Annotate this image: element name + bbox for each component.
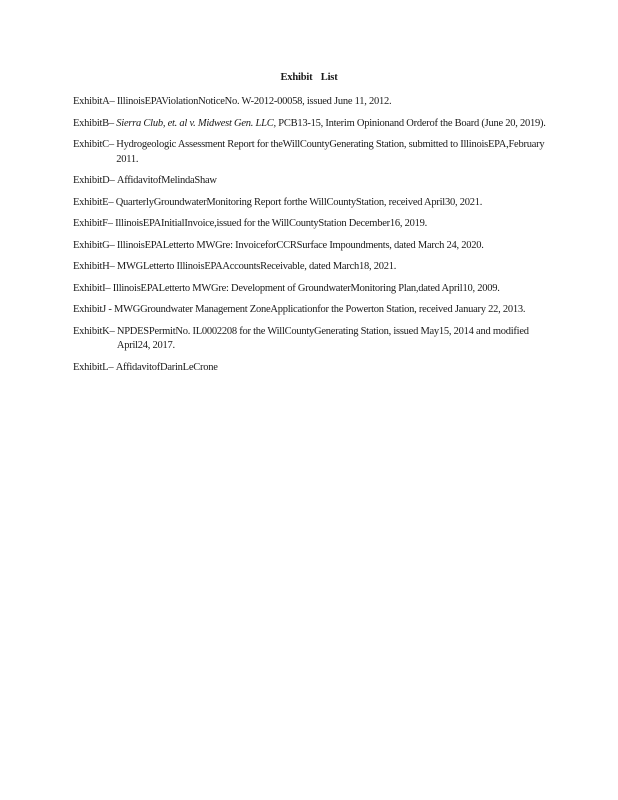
exhibit-text: AffidavitofMelindaShaw xyxy=(116,175,217,186)
exhibit-label: ExhibitG xyxy=(73,239,110,251)
exhibit-separator: – xyxy=(108,196,116,208)
exhibit-text: NPDESPermitNo. IL0002208 for the WillCountyGenerating Station, issued May15, 2014 and modified April24, 2017. xyxy=(116,325,529,351)
exhibit-text: QuarterlyGroundwaterMonitoring Report forthe WillCountyStation, received April30, 2021. xyxy=(115,196,483,208)
exhibit-item xyxy=(73,138,563,167)
exhibit-description xyxy=(116,138,563,167)
exhibit-separator: – xyxy=(108,117,117,129)
exhibit-separator: – xyxy=(109,175,117,186)
exhibit-separator: – xyxy=(108,361,116,373)
exhibit-label: ExhibitB xyxy=(73,117,109,129)
exhibit-item xyxy=(73,117,563,132)
exhibit-text: IllinoisEPAInitialInvoice,issued for the WillCountyStation December16, 2019. xyxy=(115,218,428,229)
exhibit-text: IllinoisEPAViolationNoticeNo. W-2012-00058, issued June 11, 2012. xyxy=(116,96,392,107)
exhibit-label: ExhibitH xyxy=(73,261,110,272)
exhibit-label: ExhibitK xyxy=(73,325,110,337)
exhibit-item xyxy=(73,217,563,232)
exhibit-label: ExhibitI xyxy=(73,282,106,294)
exhibit-item xyxy=(73,325,563,354)
exhibit-text: MWGLetterto IllinoisEPAAccountsReceivable, dated March18, 2021. xyxy=(116,261,397,272)
exhibit-description xyxy=(116,117,563,132)
exhibit-label: ExhibitJ xyxy=(73,304,107,315)
exhibit-separator: – xyxy=(109,261,117,272)
exhibit-description xyxy=(117,95,563,110)
exhibit-item xyxy=(73,196,563,211)
exhibit-description xyxy=(117,174,563,189)
exhibit-text: AffidavitofDarinLeCrone xyxy=(115,361,218,373)
exhibit-separator: – xyxy=(109,325,117,337)
exhibit-item xyxy=(73,239,563,254)
exhibit-separator: – xyxy=(109,239,117,251)
exhibit-text: PCB13-15, Interim Opinionand Orderof the Board (June 20, 2019). xyxy=(275,117,546,129)
exhibit-label: ExhibitC xyxy=(73,139,109,150)
exhibit-text: MWGGroundwater Management ZoneApplicationfor the Powerton Station, received January 22, 2013. xyxy=(114,304,526,315)
exhibit-text: Hydrogeologic Assessment Report for theWillCountyGenerating Station, submitted to IllinoisEPA,February 2011. xyxy=(116,139,545,165)
exhibit-description xyxy=(114,303,563,318)
exhibit-item xyxy=(73,260,563,275)
exhibit-item xyxy=(73,282,563,297)
exhibit-text: IllinoisEPALetterto MWGre: InvoiceforCCRSurface Impoundments, dated March 24, 2020. xyxy=(116,239,484,251)
exhibit-description xyxy=(115,217,563,232)
page-title: Exhibit List xyxy=(280,72,338,83)
exhibit-separator: – xyxy=(108,139,117,150)
exhibit-description xyxy=(116,196,563,211)
exhibit-description xyxy=(117,325,563,354)
exhibit-description xyxy=(117,239,563,254)
exhibit-text: IllinoisEPALetterto MWGre: Development of GroundwaterMonitoring Plan,dated April10, 2009. xyxy=(112,282,500,294)
exhibit-description xyxy=(116,361,563,376)
exhibit-separator: - xyxy=(106,304,115,315)
exhibit-label: ExhibitE xyxy=(73,196,109,208)
exhibit-label: ExhibitD xyxy=(73,175,110,186)
exhibit-item xyxy=(73,174,563,189)
exhibit-label: ExhibitA xyxy=(73,96,110,107)
exhibit-list xyxy=(73,95,563,382)
exhibit-description xyxy=(113,282,563,297)
exhibit-item xyxy=(73,303,563,318)
exhibit-description xyxy=(117,260,563,275)
exhibit-label: ExhibitF xyxy=(73,218,108,229)
exhibit-item xyxy=(73,361,563,376)
exhibit-separator: – xyxy=(109,96,117,107)
exhibit-separator: – xyxy=(105,282,113,294)
exhibit-separator: – xyxy=(107,218,116,229)
exhibit-label: ExhibitL xyxy=(73,361,109,373)
case-citation: Sierra Club, et. al v. Midwest Gen. LLC, xyxy=(116,117,276,129)
exhibit-item xyxy=(73,95,563,110)
